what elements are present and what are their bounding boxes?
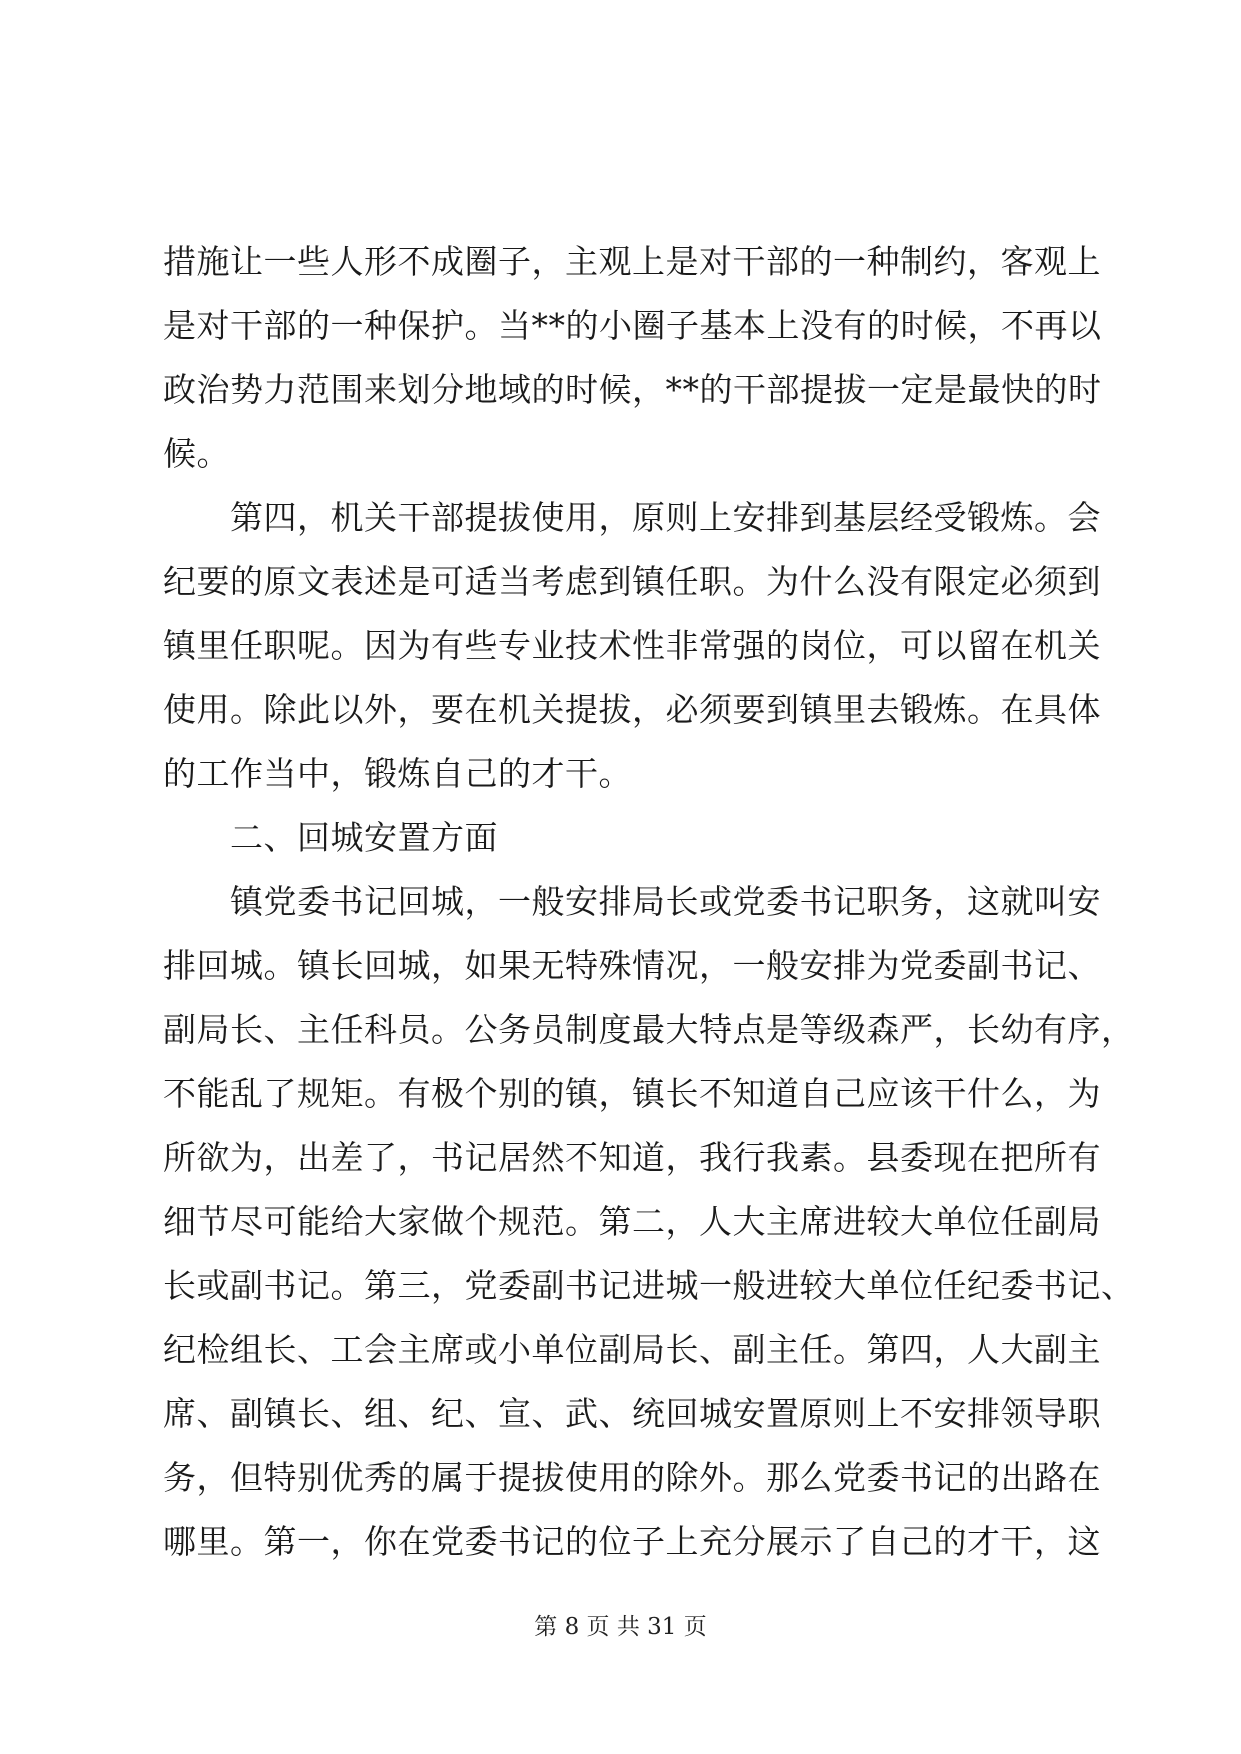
text-line: 长或副书记。第三，党委副书记进城一般进较大单位任纪委书记、 [163,1266,1135,1305]
text-line: 纪检组长、工会主席或小单位副局长、副主任。第四，人大副主 [163,1330,1101,1369]
text-line: 席、副镇长、组、纪、宣、武、统回城安置原则上不安排领导职 [163,1394,1101,1433]
text-line: 哪里。第一，你在党委书记的位子上充分展示了自己的才干，这 [163,1522,1101,1561]
text-line: 措施让一些人形不成圈子，主观上是对干部的一种制约，客观上 [163,242,1101,281]
text-line: 的工作当中，锻炼自己的才干。 [163,754,632,793]
text-line: 务，但特别优秀的属于提拔使用的除外。那么党委书记的出路在 [163,1458,1101,1497]
text-line: 副局长、主任科员。公务员制度最大特点是等级森严，长幼有序， [163,1010,1135,1049]
text-line: 所欲为，出差了，书记居然不知道，我行我素。县委现在把所有 [163,1138,1101,1177]
text-line: 细节尽可能给大家做个规范。第二，人大主席进较大单位任副局 [163,1202,1101,1241]
page-number-footer: 第 8 页 共 31 页 [534,1614,707,1640]
text-line: 不能乱了规矩。有极个别的镇，镇长不知道自己应该干什么，为 [163,1074,1101,1113]
text-line: 排回城。镇长回城，如果无特殊情况，一般安排为党委副书记、 [163,946,1101,985]
text-line: 镇里任职呢。因为有些专业技术性非常强的岗位，可以留在机关 [163,626,1101,665]
text-line: 政治势力范围来划分地域的时候，**的干部提拔一定是最快的时 [163,370,1102,409]
section-heading: 二、回城安置方面 [163,818,498,857]
text-line: 使用。除此以外，要在机关提拔，必须要到镇里去锻炼。在具体 [163,690,1101,729]
text-line: 候。 [163,434,230,473]
document-body [163,230,1135,1574]
text-line: 纪要的原文表述是可适当考虑到镇任职。为什么没有限定必须到 [163,562,1101,601]
text-line: 镇党委书记回城，一般安排局长或党委书记职务，这就叫安 [163,882,1101,921]
text-line: 第四，机关干部提拔使用，原则上安排到基层经受锻炼。会 [163,498,1101,537]
text-line: 是对干部的一种保护。当**的小圈子基本上没有的时候，不再以 [163,306,1102,345]
